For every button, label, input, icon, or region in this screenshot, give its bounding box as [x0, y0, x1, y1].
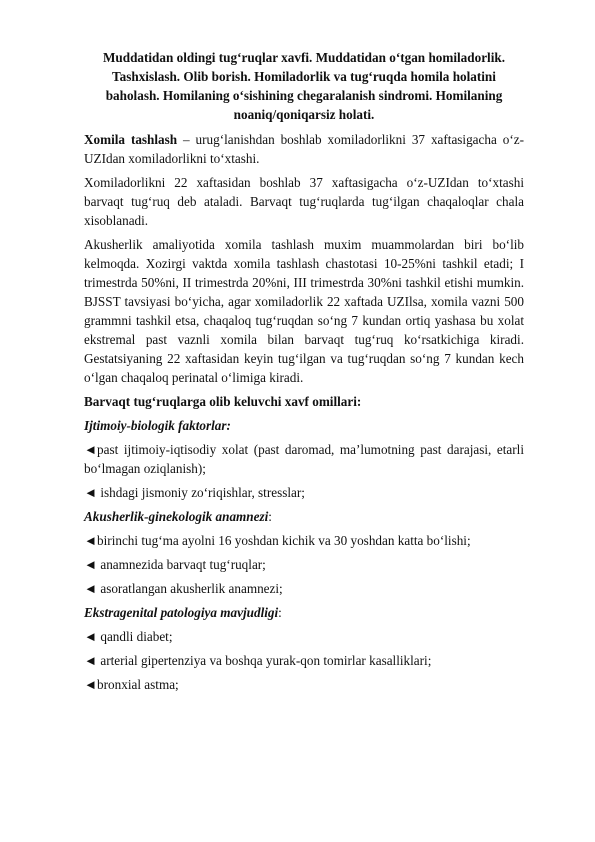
section-heading-ekstragenital: Ekstragenital patologiya mavjudligi:	[84, 605, 282, 620]
section-heading-ijtimoiy: Ijtimoiy-biologik faktorlar:	[84, 418, 231, 433]
list-item: ◄past ijtimoiy-iqtisodiy xolat (past daromad, ma’lumotning past darajasi, etarli bo‘lmagan oziqlanish);	[84, 442, 524, 476]
term-xomila-tashlash: Xomila tashlash	[84, 132, 178, 147]
list-item: ◄ ishdagi jismoniy zo‘riqishlar, stresslar;	[84, 485, 305, 500]
list-item: ◄ anamnezida barvaqt tug‘ruqlar;	[84, 557, 266, 572]
definition-text: – urug‘lanishdan boshlab xomiladorlikni 37 xaftasigacha o‘z-UZIdan xomiladorlikni to‘xtashi.	[84, 132, 524, 166]
paragraph-barvaqt-tugruq: Xomiladorlikni 22 xaftasidan boshlab 37 xaftasigacha o‘z-UZIdan to‘xtashi barvaqt tug‘ruq deb ataladi. Barvaqt tug‘ruqlarda tug‘ilgan chaqaloqlar chala xisoblanadi.	[84, 175, 524, 228]
paragraph-akusherlik-amaliyoti: Akusherlik amaliyotida xomila tashlash muxim muammolardan biri bo‘lib kelmoqda. Xozirgi vaktda xomila tashlash chastotasi 10-25%ni tashkil etadi; I trimestrda 50%ni, II trimestrda 20%ni, III trimestrda 30%ni tashkil etishi mumkin. BJSST tavsiyasi bo‘yicha, agar xomiladorlik 22 xaftada UZIlsa, xomila vazni 500 grammni tashkil etsa, chaqaloq tug‘ruqdan so‘ng 7 kundan ortiq yashasa bu xolat ekstremal past vaznli xomila bilan barvaqt tug‘ruq ko‘rsatkichiga kiradi. Gestatsiyaning 22 xaftasidan keyin tug‘ilgan va tug‘ruqdan so‘ng 7 kundan kech o‘lgan chaqaloq perinatal o‘limiga kiradi.	[84, 237, 524, 385]
document-page	[84, 48, 524, 699]
document-title: Muddatidan oldingi tug‘ruqlar xavfi. Muddatidan o‘tgan homiladorlik. Tashxislash. Olib borish. Homiladorlik va tug‘ruqda homila holatini baholash. Homilaning o‘sishining chegaralanish sindromi. Homilaning noaniq/qoniqarsiz holati.	[102, 50, 506, 122]
paragraph-definition	[84, 130, 524, 168]
list-item: ◄birinchi tug‘ma ayolni 16 yoshdan kichik va 30 yoshdan katta bo‘lishi;	[84, 533, 471, 548]
list-item: ◄ qandli diabet;	[84, 629, 173, 644]
list-item: ◄bronxial astma;	[84, 677, 179, 692]
list-item: ◄ arterial gipertenziya va boshqa yurak-qon tomirlar kasalliklari;	[84, 653, 432, 668]
section-heading-akusherlik: Akusherlik-ginekologik anamnezi:	[84, 509, 272, 524]
list-item: ◄ asoratlangan akusherlik anamnezi;	[84, 581, 283, 596]
risk-factors-heading: Barvaqt tug‘ruqlarga olib keluvchi xavf omillari:	[84, 394, 362, 409]
